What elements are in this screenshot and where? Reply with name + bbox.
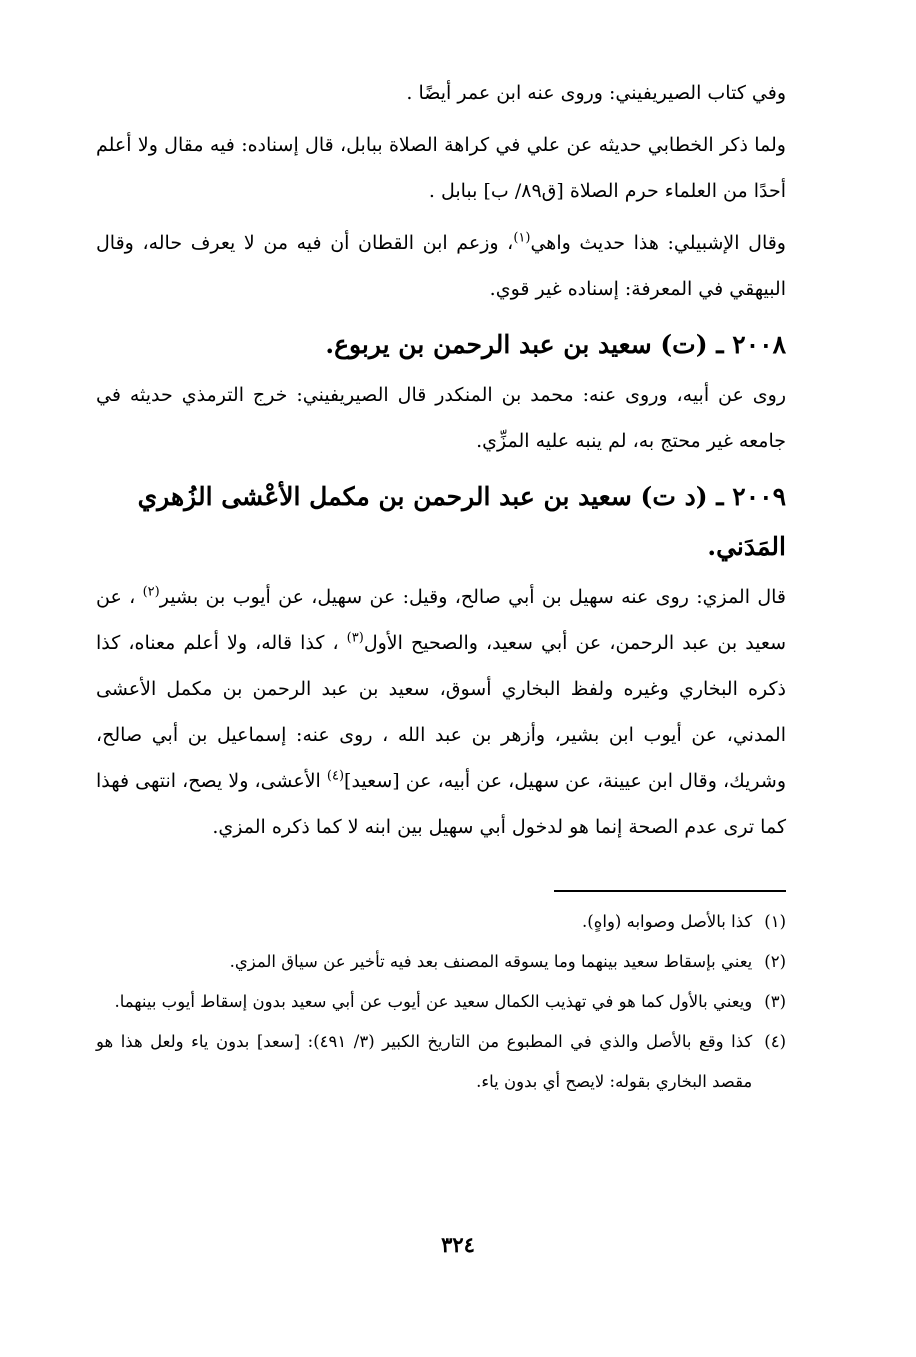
entry-2008-heading: ٢٠٠٨ ـ (ت) سعيد بن عبد الرحمن بن يربوع. [325,330,786,359]
footnote-separator [554,890,786,892]
entry-2008-body: روى عن أبيه، وروى عنه: محمد بن المنكدر قال الصيريفيني: خرج الترمذي حديثه في جامعه غير محتج به، لم ينبه عليه المزِّي. [96,384,786,452]
footnote-number: (٢) [764,952,786,971]
paragraph-ishbili [96,220,786,312]
page-body [96,70,786,1102]
footnote-marker-3: (٣) [346,630,364,646]
footnote-marker-2: (٢) [142,584,160,600]
entry-2009-text-part1: قال المزي: روى عنه سهيل بن أبي صالح، وقيل: عن سهيل، عن أيوب بن بشير [159,586,786,608]
footnote-1 [96,902,786,942]
ishbili-text-end: ، وزعم ابن القطان أن فيه من لا يعرف حاله، وقال البيهقي في المعرفة: إسناده غير قوي. [96,232,786,300]
paragraph-khattabi: ولما ذكر الخطابي حديثه عن علي في كراهة الصلاة ببابل، قال إسناده: فيه مقال ولا أعلم أحدًا من العلماء حرم الصلاة [ق٨٩/ ب] ببابل . [96,134,786,202]
entry-2009-text-part3: ، كذا قاله، ولا أعلم معناه، كذا ذكره البخاري وغيره ولفظ البخاري أسوق، سعيد بن عبد الرحمن بن مكمل الأعشى المدني، عن أيوب ابن بشير، وأزهر بن عبد الله ، روى عنه: إسماعيل بن أبي صالح، وشريك، وقال ابن عيينة، عن سهيل، عن أبيه، عن [سعيد] [96,632,786,792]
entry-2009-body [96,574,786,850]
footnote-text: يعني بإسقاط سعيد بينهما وما يسوقه المصنف بعد فيه تأخير عن سياق المزي. [229,952,753,971]
footnote-number: (١) [764,912,786,931]
footnote-text: كذا وقع بالأصل والذي في المطبوع من التاريخ الكبير (٣/ ٤٩١): [سعد] بدون ياء ولعل هذا هو مقصد البخاري بقوله: لايصح أي بدون ياء. [96,1032,753,1091]
footnotes [96,902,786,1102]
footnote-text: ويعني بالأول كما هو في تهذيب الكمال سعيد عن أيوب عن أبي سعيد بدون إسقاط أيوب بينهما. [114,992,753,1011]
footnote-number: (٤) [764,1032,786,1051]
footnote-4 [96,1022,786,1102]
footnote-marker-1: (١) [513,230,531,246]
paragraph-sayrafini: وفي كتاب الصيريفيني: وروى عنه ابن عمر أيضًا . [406,82,786,104]
footnote-2 [96,942,786,982]
footnote-number: (٣) [764,992,786,1011]
footnote-marker-4: (٤) [326,768,345,784]
entry-2009-heading: ٢٠٠٩ ـ (د ت) سعيد بن عبد الرحمن بن مكمل الأعْشى الزُهري المَدَني. [137,482,786,561]
entry-2009-text-part2: ، عن سعيد بن عبد الرحمن، عن أبي سعيد، والصحيح الأول [96,586,786,654]
footnote-text: كذا بالأصل وصوابه (واهٍ). [582,912,753,931]
entry-2009-text-part4: الأعشى، ولا يصح، انتهى فهذا كما ترى عدم الصحة إنما هو لدخول أبي سهيل بين ابنه لا كما ذكره المزي. [96,770,786,838]
footnote-3 [96,982,786,1022]
page-number: ٣٢٤ [441,1232,475,1257]
ishbili-text-start: وقال الإشبيلي: هذا حديث واهي [530,232,786,254]
